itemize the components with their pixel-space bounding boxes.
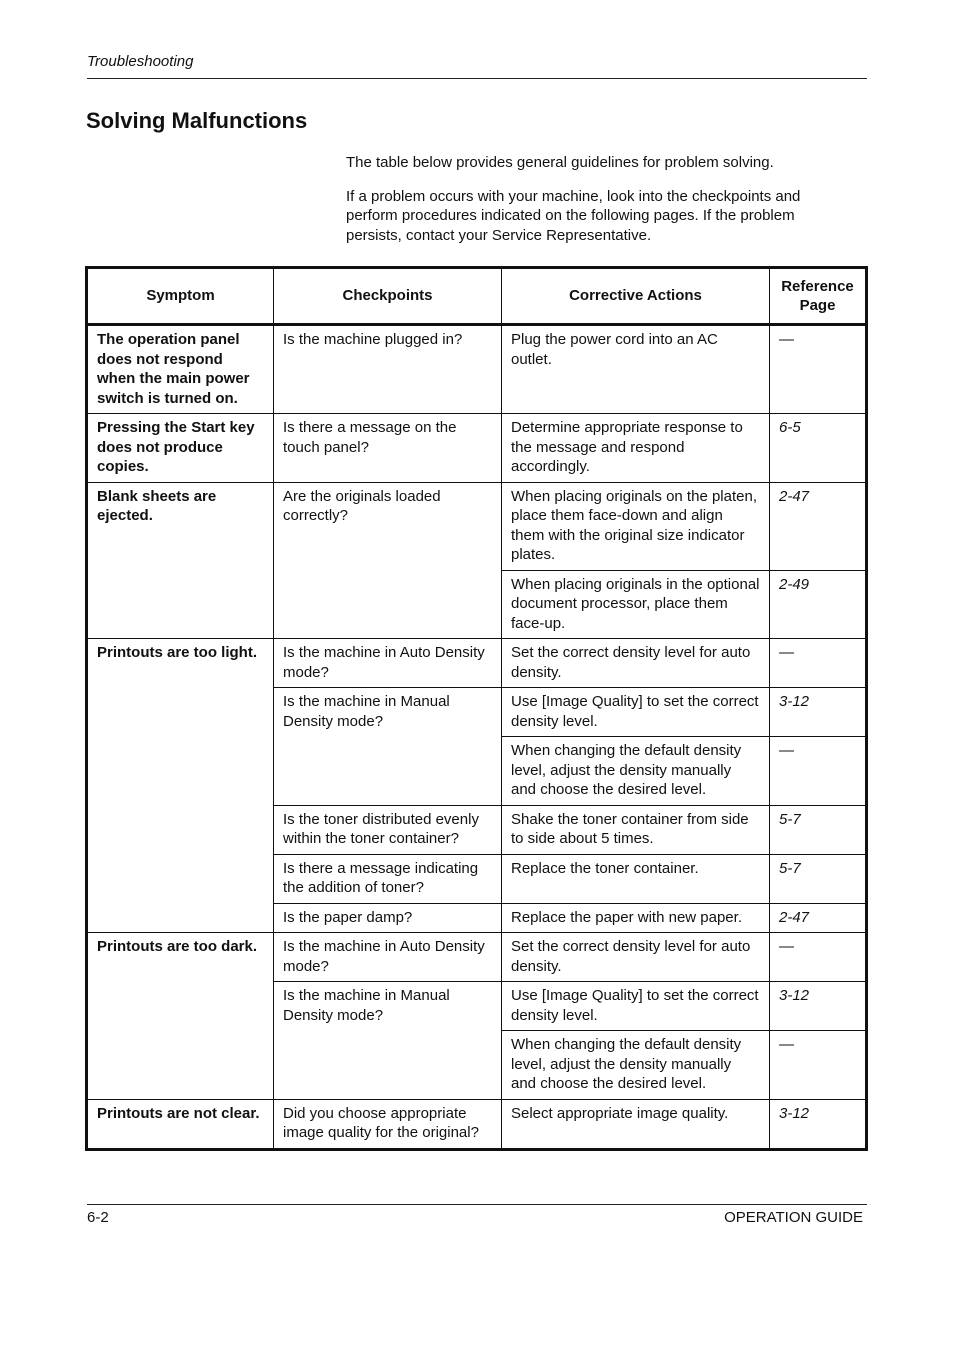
reference-page-cell: 3-12 — [770, 1099, 867, 1149]
checkpoint-cell: Did you choose appropriate image quality for the original? — [274, 1099, 502, 1149]
reference-page-cell: 3-12 — [770, 688, 867, 737]
reference-page-cell: 6-5 — [770, 414, 867, 483]
reference-page-cell: — — [770, 933, 867, 982]
table-row — [87, 414, 867, 483]
checkpoint-cell: Are the originals loaded correctly? — [274, 482, 502, 639]
corrective-action-cell: Select appropriate image quality. — [502, 1099, 770, 1149]
table-row — [87, 639, 867, 688]
table-row — [87, 482, 867, 570]
intro-paragraph: The table below provides general guidelines for problem solving. — [346, 154, 774, 171]
corrective-action-cell: Determine appropriate response to the message and respond accordingly. — [502, 414, 770, 483]
reference-page-cell: — — [770, 325, 867, 414]
corrective-action-cell: When changing the default density level, adjust the density manually and choose the desired level. — [502, 737, 770, 806]
corrective-action-cell: Set the correct density level for auto density. — [502, 639, 770, 688]
corrective-action-cell: Shake the toner container from side to side about 5 times. — [502, 805, 770, 854]
corrective-action-cell: When placing originals in the optional document processor, place them face-up. — [502, 570, 770, 639]
checkpoint-cell: Is the machine in Manual Density mode? — [274, 688, 502, 806]
intro-text — [346, 153, 846, 259]
header-corrective-actions: Corrective Actions — [502, 268, 770, 325]
page-title: Solving Malfunctions — [86, 108, 308, 133]
header-checkpoints: Checkpoints — [274, 268, 502, 325]
footer-rule — [87, 1204, 867, 1205]
checkpoint-cell: Is the toner distributed evenly within the toner container? — [274, 805, 502, 854]
table-header-row — [87, 268, 867, 325]
page-number: 6-2 — [87, 1209, 109, 1226]
checkpoint-cell: Is there a message indicating the addition of toner? — [274, 854, 502, 903]
table-body — [87, 325, 867, 1150]
corrective-action-cell: Replace the toner container. — [502, 854, 770, 903]
checkpoint-cell: Is the machine in Manual Density mode? — [274, 982, 502, 1100]
intro-paragraph: If a problem occurs with your machine, look into the checkpoints and perform procedures indicated on the following pages. If the problem persists, contact your Service Representative. — [346, 187, 801, 244]
corrective-action-cell: Replace the paper with new paper. — [502, 903, 770, 933]
corrective-action-cell: When changing the default density level, adjust the density manually and choose the desired level. — [502, 1031, 770, 1100]
running-header: Troubleshooting — [87, 53, 194, 70]
symptom-cell: Printouts are not clear. — [87, 1099, 274, 1149]
checkpoint-cell: Is the machine plugged in? — [274, 325, 502, 414]
reference-page-cell: 5-7 — [770, 805, 867, 854]
guide-name: OPERATION GUIDE — [724, 1209, 863, 1226]
symptom-cell: The operation panel does not respond when the main power switch is turned on. — [87, 325, 274, 414]
corrective-action-cell: When placing originals on the platen, place them face-down and align them with the original size indicator plates. — [502, 482, 770, 570]
checkpoint-cell: Is the machine in Auto Density mode? — [274, 639, 502, 688]
reference-page-cell: 2-47 — [770, 903, 867, 933]
header-rule — [87, 78, 867, 79]
reference-page-cell: — — [770, 639, 867, 688]
table-row — [87, 1099, 867, 1149]
troubleshooting-table — [85, 266, 868, 1151]
reference-page-cell: 2-49 — [770, 570, 867, 639]
table-row — [87, 325, 867, 414]
symptom-cell: Printouts are too light. — [87, 639, 274, 933]
symptom-cell: Pressing the Start key does not produce copies. — [87, 414, 274, 483]
symptom-cell: Printouts are too dark. — [87, 933, 274, 1100]
header-reference-page: Reference Page — [770, 268, 867, 325]
corrective-action-cell: Use [Image Quality] to set the correct density level. — [502, 982, 770, 1031]
checkpoint-cell: Is the paper damp? — [274, 903, 502, 933]
reference-page-cell: 2-47 — [770, 482, 867, 570]
corrective-action-cell: Set the correct density level for auto density. — [502, 933, 770, 982]
corrective-action-cell: Use [Image Quality] to set the correct density level. — [502, 688, 770, 737]
checkpoint-cell: Is the machine in Auto Density mode? — [274, 933, 502, 982]
symptom-cell: Blank sheets are ejected. — [87, 482, 274, 639]
header-symptom: Symptom — [87, 268, 274, 325]
reference-page-cell: — — [770, 737, 867, 806]
reference-page-cell: — — [770, 1031, 867, 1100]
checkpoint-cell: Is there a message on the touch panel? — [274, 414, 502, 483]
table-row — [87, 933, 867, 982]
corrective-action-cell: Plug the power cord into an AC outlet. — [502, 325, 770, 414]
reference-page-cell: 5-7 — [770, 854, 867, 903]
reference-page-cell: 3-12 — [770, 982, 867, 1031]
